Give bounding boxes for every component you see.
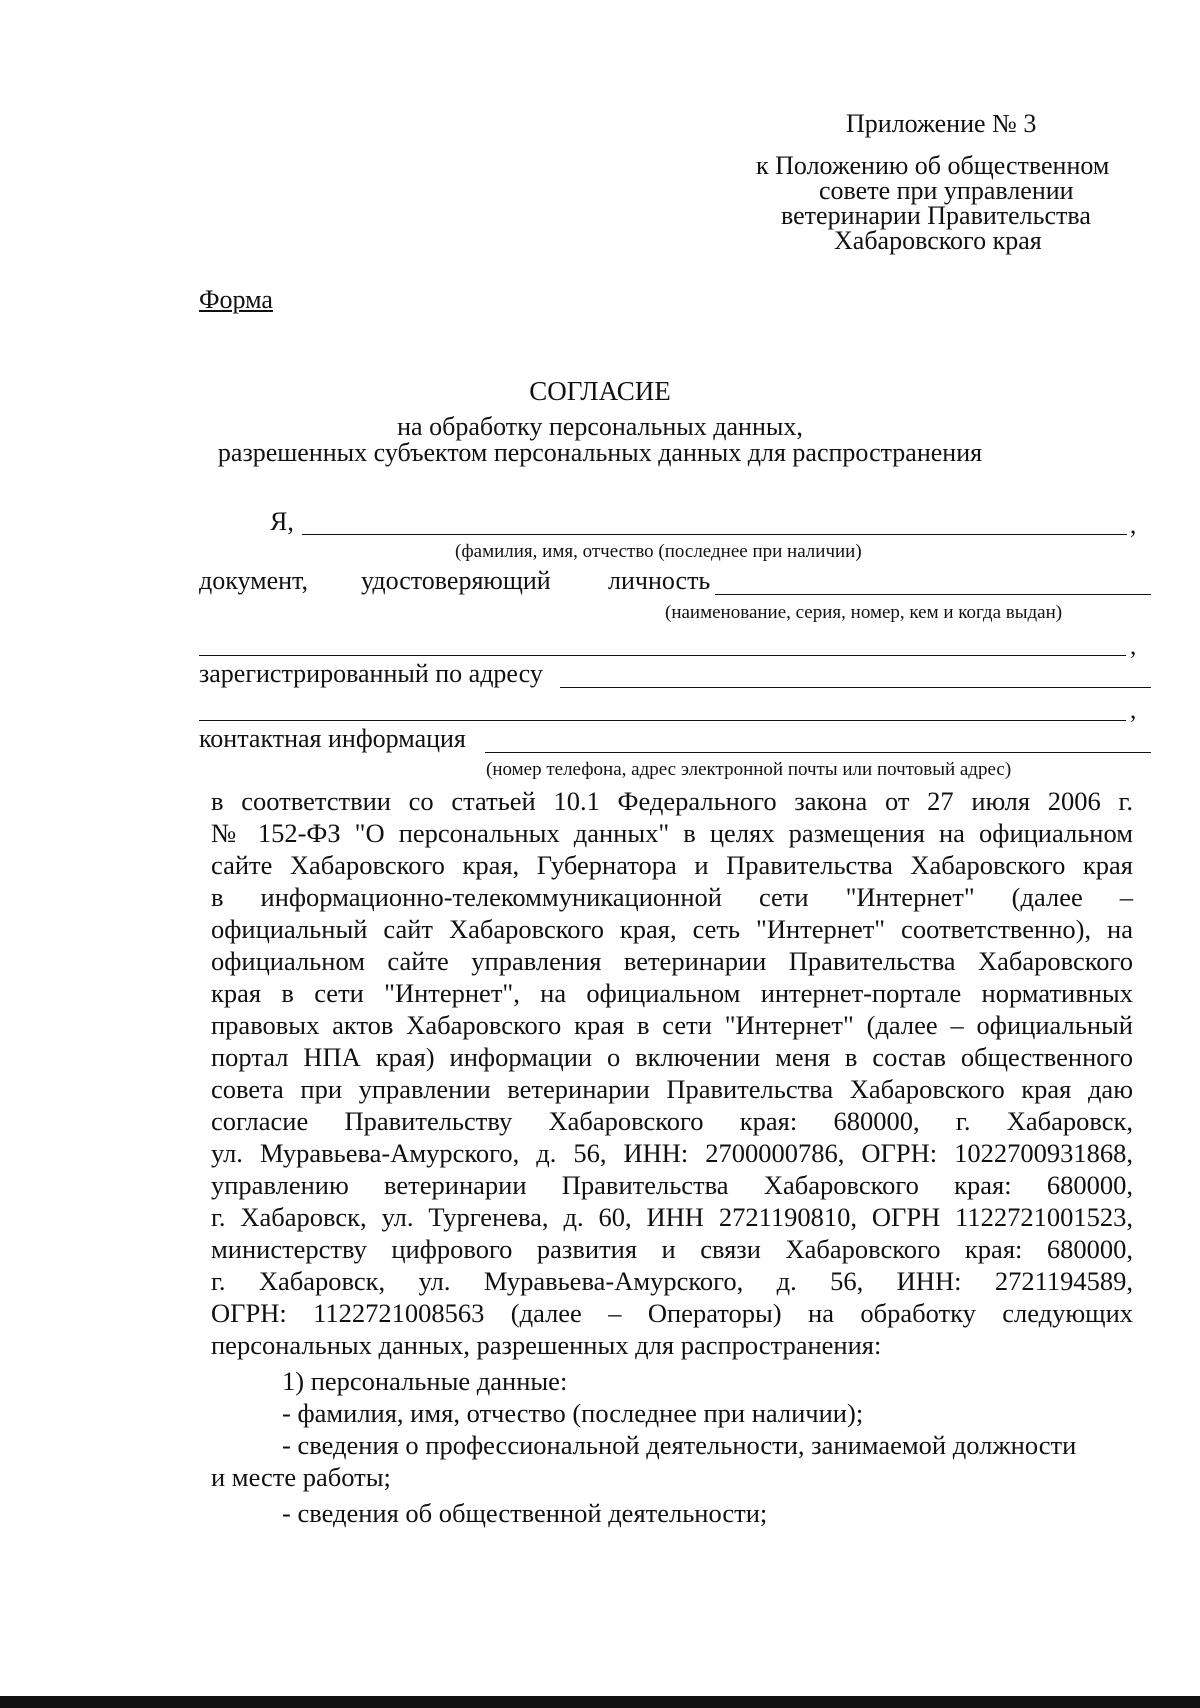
body-line: управлению ветеринарии Правительства Хабаровского края: 680000, xyxy=(211,1170,1133,1200)
header-line-3: ветеринарии Правительства xyxy=(781,201,1091,230)
body-line: министерству цифрового развития и связи Хабаровского края: 680000, xyxy=(211,1234,1133,1264)
list-item-full-name: - фамилия, имя, отчество (последнее при наличии); xyxy=(282,1398,864,1428)
header-line-2: совете при управлении xyxy=(819,176,1074,205)
body-line: совета при управлении ветеринарии Правительства Хабаровского края даю xyxy=(211,1074,1133,1104)
body-line: ОГРН: 1122721008563 (далее – Операторы) на обработку следующих xyxy=(211,1298,1133,1328)
body-line: правовых актов Хабаровского края в сети "Интернет" (далее – официальный xyxy=(211,1010,1133,1040)
body-line: края в сети "Интернет", на официальном интернет-портале нормативных xyxy=(211,978,1133,1008)
body-line: ул. Муравьева-Амурского, д. 56, ИНН: 2700000786, ОГРН: 1022700931868, xyxy=(211,1138,1133,1168)
body-line: сайте Хабаровского края, Губернатора и Правительства Хабаровского края xyxy=(211,850,1133,880)
document-field-label-1: документ, xyxy=(199,566,308,595)
body-line: согласие Правительству Хабаровского края: 680000, г. Хабаровск, xyxy=(211,1106,1133,1136)
document-field-line[interactable] xyxy=(715,594,1151,595)
appendix-number: Приложение № 3 xyxy=(846,109,1037,138)
name-field-line[interactable] xyxy=(302,534,1127,535)
list-item-personal-data: 1) персональные данные: xyxy=(282,1366,568,1396)
address-continuation-comma: , xyxy=(1130,697,1137,724)
document-continuation-line[interactable] xyxy=(199,655,1126,656)
body-line: портал НПА края) информации о включении меня в состав общественного xyxy=(211,1042,1133,1072)
name-field-label: Я, xyxy=(270,507,294,536)
body-line-last: персональных данных, разрешенных для распространения: xyxy=(211,1330,882,1360)
body-line: в соответствии со статьей 10.1 Федерального закона от 27 июля 2006 г. xyxy=(211,786,1133,816)
address-field-line[interactable] xyxy=(560,687,1151,688)
document-title: СОГЛАСИЕ xyxy=(529,376,671,406)
body-line: г. Хабаровск, ул. Тургенева, д. 60, ИНН 2721190810, ОГРН 1122721001523, xyxy=(211,1202,1133,1232)
header-line-4: Хабаровского края xyxy=(834,226,1042,255)
body-line: г. Хабаровск, ул. Муравьева-Амурского, д. 56, ИНН: 2721194589, xyxy=(211,1266,1133,1296)
header-line-1: к Положению об общественном xyxy=(756,151,1110,180)
form-label: Форма xyxy=(199,285,273,314)
body-line: официальный сайт Хабаровского края, сеть "Интернет" соответственно), на xyxy=(211,914,1133,944)
contact-field-label: контактная информация xyxy=(199,724,466,753)
body-line: в информационно-телекоммуникационной сети "Интернет" (далее – xyxy=(211,882,1133,912)
address-continuation-line[interactable] xyxy=(199,720,1126,721)
list-item-professional-activity-cont: и месте работы; xyxy=(211,1462,391,1492)
document-field-label-3: личность xyxy=(608,566,711,595)
list-item-public-activity: - сведения об общественной деятельности; xyxy=(282,1498,768,1528)
body-line: № 152-ФЗ "О персональных данных" в целях размещения на официальном xyxy=(211,818,1133,848)
document-continuation-comma: , xyxy=(1130,633,1137,660)
name-field-comma: , xyxy=(1130,512,1137,539)
name-field-hint: (фамилия, имя, отчество (последнее при наличии) xyxy=(455,541,862,562)
document-field-label-2: удостоверяющий xyxy=(361,566,551,595)
scan-edge-bar xyxy=(0,1696,1200,1708)
address-field-label: зарегистрированный по адресу xyxy=(199,659,543,688)
body-line: официальном сайте управления ветеринарии Правительства Хабаровского xyxy=(211,946,1133,976)
contact-field-line[interactable] xyxy=(485,752,1151,753)
contact-field-hint: (номер телефона, адрес электронной почты или почтовый адрес) xyxy=(486,759,1012,780)
document-field-hint: (наименование, серия, номер, кем и когда выдан) xyxy=(665,602,1063,623)
document-subtitle-1: на обработку персональных данных, xyxy=(397,412,803,441)
list-item-professional-activity: - сведения о профессиональной деятельности, занимаемой должности xyxy=(282,1430,1077,1460)
document-subtitle-2: разрешенных субъектом персональных данных для распространения xyxy=(217,438,983,467)
